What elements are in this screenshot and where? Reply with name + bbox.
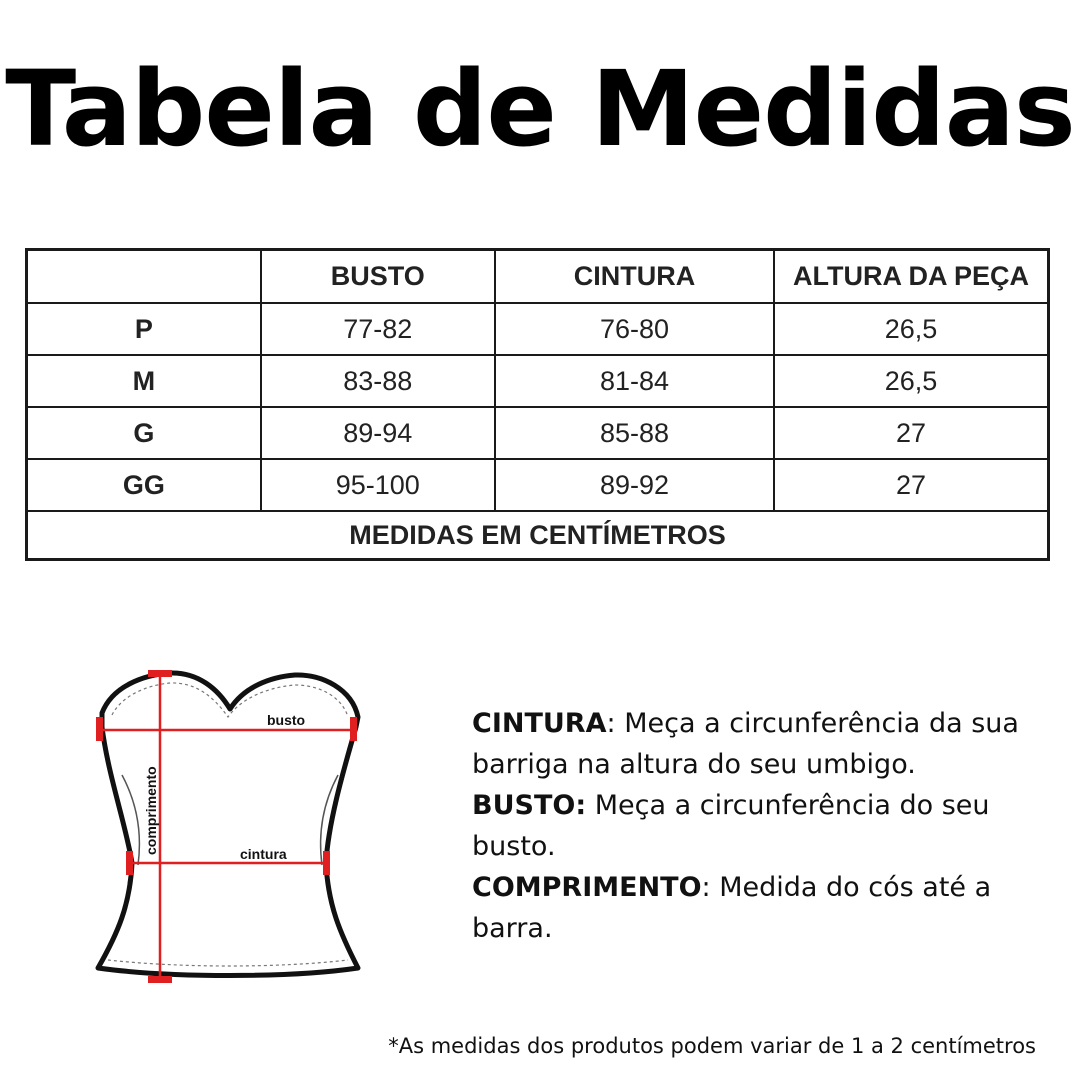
cintura-value: 85-88 — [495, 407, 774, 459]
size-label: P — [27, 303, 261, 355]
busto-value: 77-82 — [261, 303, 495, 355]
busto-value: 83-88 — [261, 355, 495, 407]
comprimento-label: comprimento — [143, 766, 159, 855]
table-row — [27, 459, 1049, 511]
instruction-cintura — [472, 703, 1052, 785]
altura-value: 26,5 — [774, 303, 1049, 355]
cintura-value: 81-84 — [495, 355, 774, 407]
busto-label: busto — [267, 712, 306, 728]
instruction-comprimento — [472, 867, 1052, 949]
corset-outline — [98, 673, 358, 976]
instruction-key: BUSTO: — [472, 790, 587, 821]
busto-value: 95-100 — [261, 459, 495, 511]
comprimento-marker-bottom — [148, 976, 172, 983]
size-table — [25, 248, 1050, 561]
altura-value: 27 — [774, 407, 1049, 459]
units-footer: MEDIDAS EM CENTÍMETROS — [27, 511, 1049, 560]
table-row — [27, 355, 1049, 407]
instruction-key: COMPRIMENTO — [472, 872, 702, 903]
measuring-instructions — [472, 703, 1052, 949]
cintura-label: cintura — [240, 846, 287, 862]
busto-value: 89-94 — [261, 407, 495, 459]
header-cell-busto: BUSTO — [261, 250, 495, 304]
size-label: G — [27, 407, 261, 459]
instruction-separator — [586, 790, 595, 821]
cintura-marker-left — [126, 851, 133, 875]
instruction-key: CINTURA — [472, 708, 607, 739]
instruction-busto — [472, 785, 1052, 867]
cintura-marker-right — [323, 851, 330, 875]
header-cell-cintura: CINTURA — [495, 250, 774, 304]
size-label: M — [27, 355, 261, 407]
cintura-value: 89-92 — [495, 459, 774, 511]
comprimento-marker-top — [148, 670, 172, 677]
header-cell-empty — [27, 250, 261, 304]
corset-illustration — [90, 665, 370, 990]
table-footer-row — [27, 511, 1049, 560]
size-label: GG — [27, 459, 261, 511]
header-cell-altura: ALTURA DA PEÇA — [774, 250, 1049, 304]
busto-marker-left — [96, 717, 103, 741]
altura-value: 26,5 — [774, 355, 1049, 407]
variation-note: *As medidas dos produtos podem variar de 1 a 2 centímetros — [388, 1034, 1036, 1058]
instruction-separator: : — [701, 872, 720, 903]
table-row — [27, 407, 1049, 459]
page-title: Tabela de Medidas — [5, 48, 1075, 170]
cintura-value: 76-80 — [495, 303, 774, 355]
altura-value: 27 — [774, 459, 1049, 511]
instruction-text: Medida do cós até a barra. — [472, 872, 992, 944]
table-row — [27, 303, 1049, 355]
instruction-separator: : — [606, 708, 625, 739]
table-header-row — [27, 250, 1049, 304]
instruction-text: Meça a circunferência da sua barriga na altura do seu umbigo. — [472, 708, 1019, 780]
instruction-text: Meça a circunferência do seu busto. — [472, 790, 990, 862]
busto-marker-right — [350, 717, 357, 741]
garment-diagram — [90, 665, 370, 990]
